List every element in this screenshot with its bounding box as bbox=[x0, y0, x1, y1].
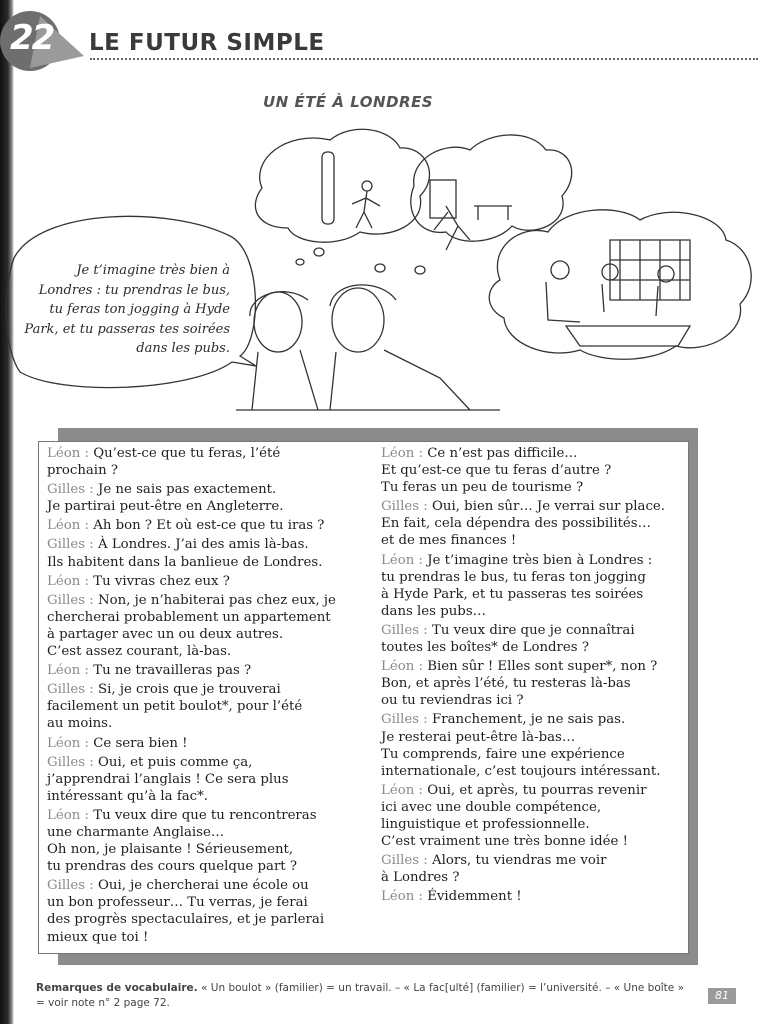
dialogue-line: dans les pubs… bbox=[381, 603, 486, 619]
dialogue-turn bbox=[47, 445, 365, 479]
dialogue-line: Alors, tu viendras me voir bbox=[427, 853, 607, 869]
dialogue-line: Évidemment ! bbox=[422, 889, 522, 905]
dialogue-turn bbox=[47, 735, 365, 752]
dialogue-line: prochain ? bbox=[47, 463, 118, 479]
dialogue-line: Tu veux dire que je connaîtrai bbox=[427, 622, 635, 638]
speaker-label: Léon : bbox=[47, 663, 89, 679]
dialogue-line: Qu’est-ce que tu feras, l’été bbox=[88, 446, 281, 461]
dialogue-turn bbox=[381, 782, 681, 850]
speaker-label: Gilles : bbox=[47, 482, 94, 498]
thought-cloud-1 bbox=[255, 129, 429, 242]
dialogue-turn bbox=[381, 711, 681, 779]
dialogue-line: Non, je n’habiterai pas chez eux, je bbox=[93, 592, 336, 608]
dialogue-line: au moins. bbox=[47, 716, 113, 732]
speaker-label: Gilles : bbox=[381, 712, 428, 728]
dialogue-line: tu prendras le bus, tu feras ton jogging bbox=[381, 569, 646, 585]
speaker-label: Gilles : bbox=[47, 754, 94, 770]
dialogue-turn bbox=[47, 481, 365, 515]
speaker-label: Gilles : bbox=[47, 878, 94, 894]
dialogue-line: Oui, et après, tu pourras revenir bbox=[422, 782, 647, 798]
vocabulary-note-label: Remarques de vocabulaire. bbox=[36, 982, 198, 994]
dialogue-line: Oui, et puis comme ça, bbox=[93, 754, 253, 770]
dialogue-line: Ce n’est pas difficile… bbox=[422, 446, 578, 461]
dialogue-line: Franchement, je ne sais pas. bbox=[427, 712, 626, 728]
speaker-label: Léon : bbox=[47, 807, 89, 823]
dialogue-line: Si, je crois que je trouverai bbox=[93, 682, 281, 698]
title-divider bbox=[90, 58, 758, 60]
dialogue-line: Oui, je chercherai une école ou bbox=[93, 878, 309, 894]
dialogue-line: Oui, bien sûr… Je verrai sur place. bbox=[427, 499, 666, 515]
dialogue-line: intéressant qu’à la fac*. bbox=[47, 788, 208, 804]
dialogue-turn bbox=[47, 536, 365, 570]
speaker-label: Léon : bbox=[47, 573, 89, 589]
dialogue-column-right bbox=[381, 445, 681, 907]
dialogue-line: Ah bon ? Et où est-ce que tu iras ? bbox=[88, 518, 325, 534]
dialogue-line: j’apprendrai l’anglais ! Ce sera plus bbox=[47, 771, 289, 787]
dialogue-turn bbox=[47, 592, 365, 660]
dialogue-line: Tu ne travailleras pas ? bbox=[88, 663, 252, 679]
dialogue-line: tu prendras des cours quelque part ? bbox=[47, 859, 297, 875]
dialogue-panel bbox=[38, 441, 689, 954]
dialogue-line: Je t’imagine très bien à Londres : bbox=[422, 552, 653, 568]
dialogue-line: Tu vivras chez eux ? bbox=[88, 573, 230, 589]
vocabulary-note bbox=[36, 981, 696, 1011]
dialogue-column-left bbox=[47, 445, 365, 948]
dialogue-line: ici avec une double compétence, bbox=[381, 799, 602, 815]
dialogue-line: un bon professeur… Tu verras, je ferai bbox=[47, 895, 308, 911]
dialogue-turn bbox=[381, 888, 681, 905]
dialogue-turn bbox=[47, 754, 365, 805]
dialogue-line: Tu comprends, faire une expérience bbox=[381, 746, 625, 762]
dialogue-line: C’est assez courant, là-bas. bbox=[47, 644, 232, 660]
dialogue-line: C’est vraiment une très bonne idée ! bbox=[381, 834, 628, 850]
chapter-number: 22 bbox=[10, 18, 54, 58]
dialogue-line: toutes les boîtes* de Londres ? bbox=[381, 640, 589, 656]
dialogue-line: Ils habitent dans la banlieue de Londres. bbox=[47, 554, 323, 570]
speaker-label: Léon : bbox=[381, 782, 423, 798]
dialogue-turn bbox=[47, 662, 365, 679]
speaker-label: Léon : bbox=[47, 735, 89, 751]
speaker-label: Léon : bbox=[47, 446, 89, 461]
dialogue-line: linguistique et professionnelle. bbox=[381, 816, 590, 832]
dialogue-turn bbox=[47, 807, 365, 875]
speaker-label: Gilles : bbox=[381, 853, 428, 869]
dialogue-line: à Londres ? bbox=[381, 870, 460, 886]
dialogue-line: Je resterai peut-être là-bas… bbox=[381, 729, 576, 745]
dialogue-line: une charmante Anglaise… bbox=[47, 824, 225, 840]
dialogue-line: À Londres. J’ai des amis là-bas. bbox=[93, 537, 309, 553]
dialogue-turn bbox=[381, 622, 681, 656]
dialogue-line: Oh non, je plaisante ! Sérieusement, bbox=[47, 842, 294, 858]
dialogue-line: Bien sûr ! Elles sont super*, non ? bbox=[422, 659, 658, 675]
speaker-label: Léon : bbox=[381, 552, 423, 568]
dialogue-turn bbox=[47, 681, 365, 732]
dialogue-line: Je ne sais pas exactement. bbox=[93, 482, 277, 498]
speaker-label: Léon : bbox=[381, 446, 423, 461]
dialogue-line: En fait, cela dépendra des possibilités… bbox=[381, 516, 651, 532]
speaker-label: Gilles : bbox=[47, 682, 94, 698]
dialogue-line: internationale, c’est toujours intéressant. bbox=[381, 763, 661, 779]
dialogue-line: ou tu reviendras ici ? bbox=[381, 693, 524, 709]
chapter-title: LE FUTUR SIMPLE bbox=[89, 30, 325, 56]
dialogue-turn bbox=[381, 445, 681, 496]
dialogue-line: Ce sera bien ! bbox=[88, 735, 188, 751]
dialogue-turn bbox=[47, 517, 365, 534]
dialogue-line: chercherai probablement un appartement bbox=[47, 609, 331, 625]
dialogue-line: Et qu’est-ce que tu feras d’autre ? bbox=[381, 463, 612, 479]
dialogue-line: à partager avec un ou deux autres. bbox=[47, 626, 284, 642]
dialogue-line: Je partirai peut-être en Angleterre. bbox=[47, 499, 284, 515]
dialogue-turn bbox=[381, 552, 681, 620]
speaker-label: Léon : bbox=[47, 518, 89, 534]
dialogue-line: mieux que toi ! bbox=[47, 929, 149, 945]
speaker-label: Gilles : bbox=[381, 499, 428, 515]
speech-bubble-text: Je t’imagine très bien à Londres : tu prendras le bus, tu feras ton jogging à Hyde Park, et tu passeras tes soirées dans les pubs. bbox=[24, 263, 230, 356]
dialogue-turn bbox=[381, 852, 681, 886]
vocabulary-note-text: « Un boulot » (familier) = un travail. – « La fac[ulté] (familier) = l’université. – « Une boîte » = voir note n° 2 page 72. bbox=[36, 982, 685, 1009]
dialogue-line: Bon, et après l’été, tu resteras là-bas bbox=[381, 676, 631, 692]
speaker-label: Gilles : bbox=[381, 622, 428, 638]
dialogue-line: Tu feras un peu de tourisme ? bbox=[381, 480, 584, 496]
dialogue-line: facilement un petit boulot*, pour l’été bbox=[47, 699, 303, 715]
dialogue-turn bbox=[381, 658, 681, 709]
lesson-title: UN ÉTÉ À LONDRES bbox=[263, 93, 434, 111]
dialogue-turn bbox=[47, 877, 365, 945]
page-number: 81 bbox=[708, 988, 736, 1004]
speaker-label: Léon : bbox=[381, 889, 423, 905]
dialogue-line: des progrès spectaculaires, et je parlerai bbox=[47, 912, 325, 928]
dialogue-line: à Hyde Park, et tu passeras tes soirées bbox=[381, 586, 644, 602]
speaker-label: Gilles : bbox=[47, 537, 94, 553]
dialogue-line: et de mes finances ! bbox=[381, 533, 517, 549]
dialogue-line: Tu veux dire que tu rencontreras bbox=[88, 807, 317, 823]
speaker-label: Léon : bbox=[381, 659, 423, 675]
dialogue-turn bbox=[381, 498, 681, 549]
dialogue-turn bbox=[47, 573, 365, 590]
speaker-label: Gilles : bbox=[47, 592, 94, 608]
thought-cloud-2 bbox=[411, 135, 572, 241]
